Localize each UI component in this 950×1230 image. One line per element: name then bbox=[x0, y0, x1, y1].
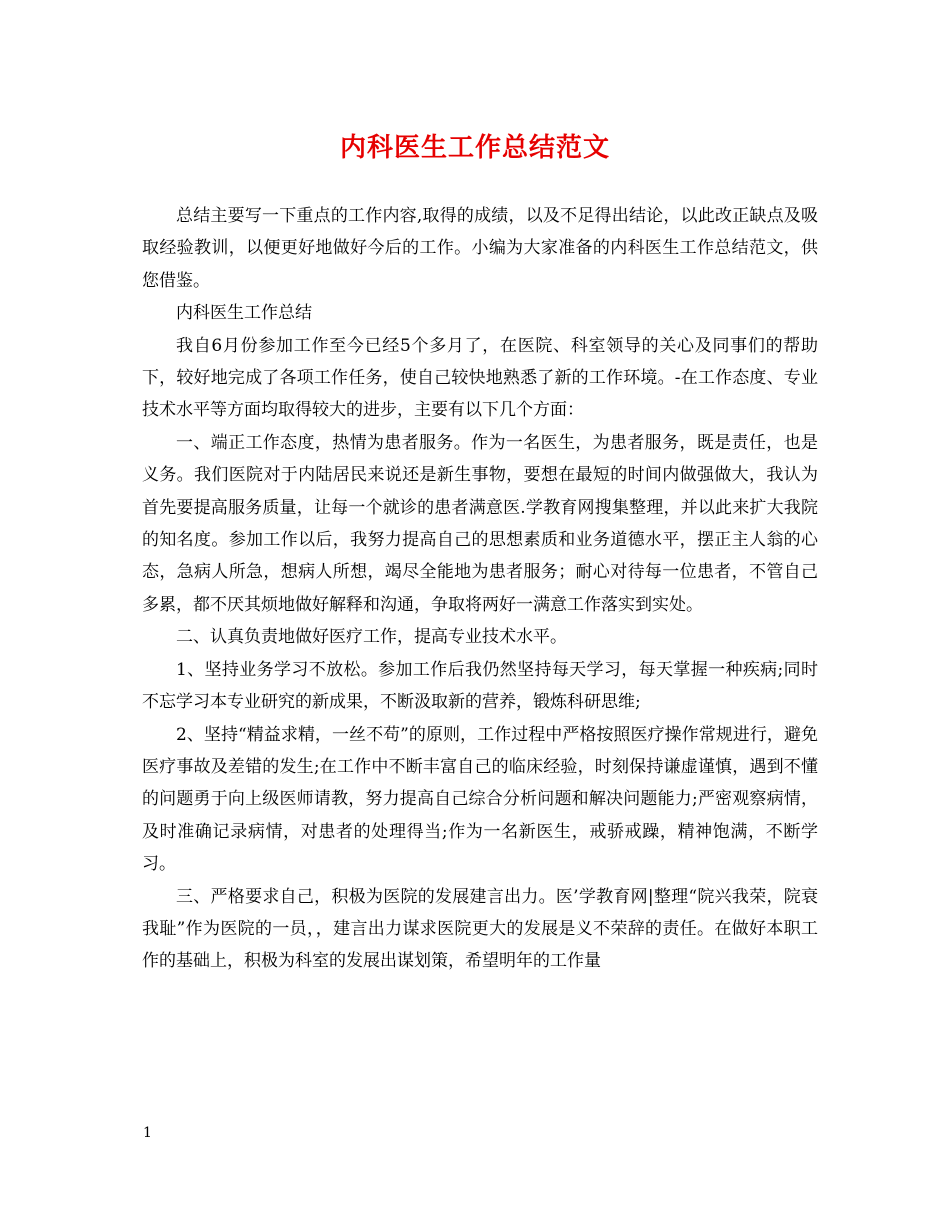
section-heading: 内科医生工作总结 bbox=[176, 303, 312, 324]
page-number: 1 bbox=[143, 1125, 152, 1141]
body-paragraph: 三、严格要求自己，积极为医院的发展建言出力。医’学教育网|整理“院兴我荣，院衰我耻”作为医院的一员，，建言出力谋求医院更大的发展是义不荣辞的责任。在做好本职工作的基础上，积极为科室的发展出谋划策，希望明年的工作量 bbox=[142, 886, 818, 972]
body-paragraph: 二、认真负责地做好医疗工作，提高专业技术水平。 bbox=[176, 627, 567, 648]
body-paragraph: 1、坚持业务学习不放松。参加工作后我仍然坚持每天学习，每天掌握一种疾病;同时不忘学习本专业研究的新成果，不断汲取新的营养，锻炼科研思维; bbox=[142, 659, 818, 713]
document-body bbox=[142, 200, 818, 978]
body-paragraph: 2、坚持“精益求精，一丝不苟”的原则，工作过程中严格按照医疗操作常规进行，避免医疗事故及差错的发生;在工作中不断丰富自己的临床经验，时刻保持谦虚谨慎，遇到不懂的问题勇于向上级医师请教，努力提高自己综合分析问题和解决问题能力;严密观察病情，及时准确记录病情，对患者的处理得当;作为一名新医生，戒骄戒躁，精神饱满，不断学习。 bbox=[142, 724, 818, 875]
intro-paragraph: 总结主要写一下重点的工作内容,取得的成绩，以及不足得出结论，以此改正缺点及吸取经验教训，以便更好地做好今后的工作。小编为大家准备的内科医生工作总结范文，供您借鉴。 bbox=[142, 206, 818, 291]
document-title: 内科医生工作总结范文 bbox=[339, 133, 610, 163]
body-paragraph: 一、端正工作态度，热情为患者服务。作为一名医生，为患者服务，既是责任，也是义务。我们医院对于内陆居民来说还是新生事物，要想在最短的时间内做强做大，我认为首先要提高服务质量，让每一个就诊的患者满意医.学教育网搜集整理，并以此来扩大我院的知名度。参加工作以后，我努力提高自己的思想素质和业务道德水平，摆正主人翁的心态，急病人所急，想病人所想，竭尽全能地为患者服务；耐心对待每一位患者，不管自己多累，都不厌其烦地做好解释和沟通，争取将两好一满意工作落实到实处。 bbox=[142, 432, 818, 615]
body-paragraph: 我自6月份参加工作至今已经5个多月了，在医院、科室领导的关心及同事们的帮助下，较好地完成了各项工作任务，使自己较快地熟悉了新的工作环境。-在工作态度、专业技术水平等方面均取得较大的进步，主要有以下几个方面： bbox=[142, 335, 818, 421]
